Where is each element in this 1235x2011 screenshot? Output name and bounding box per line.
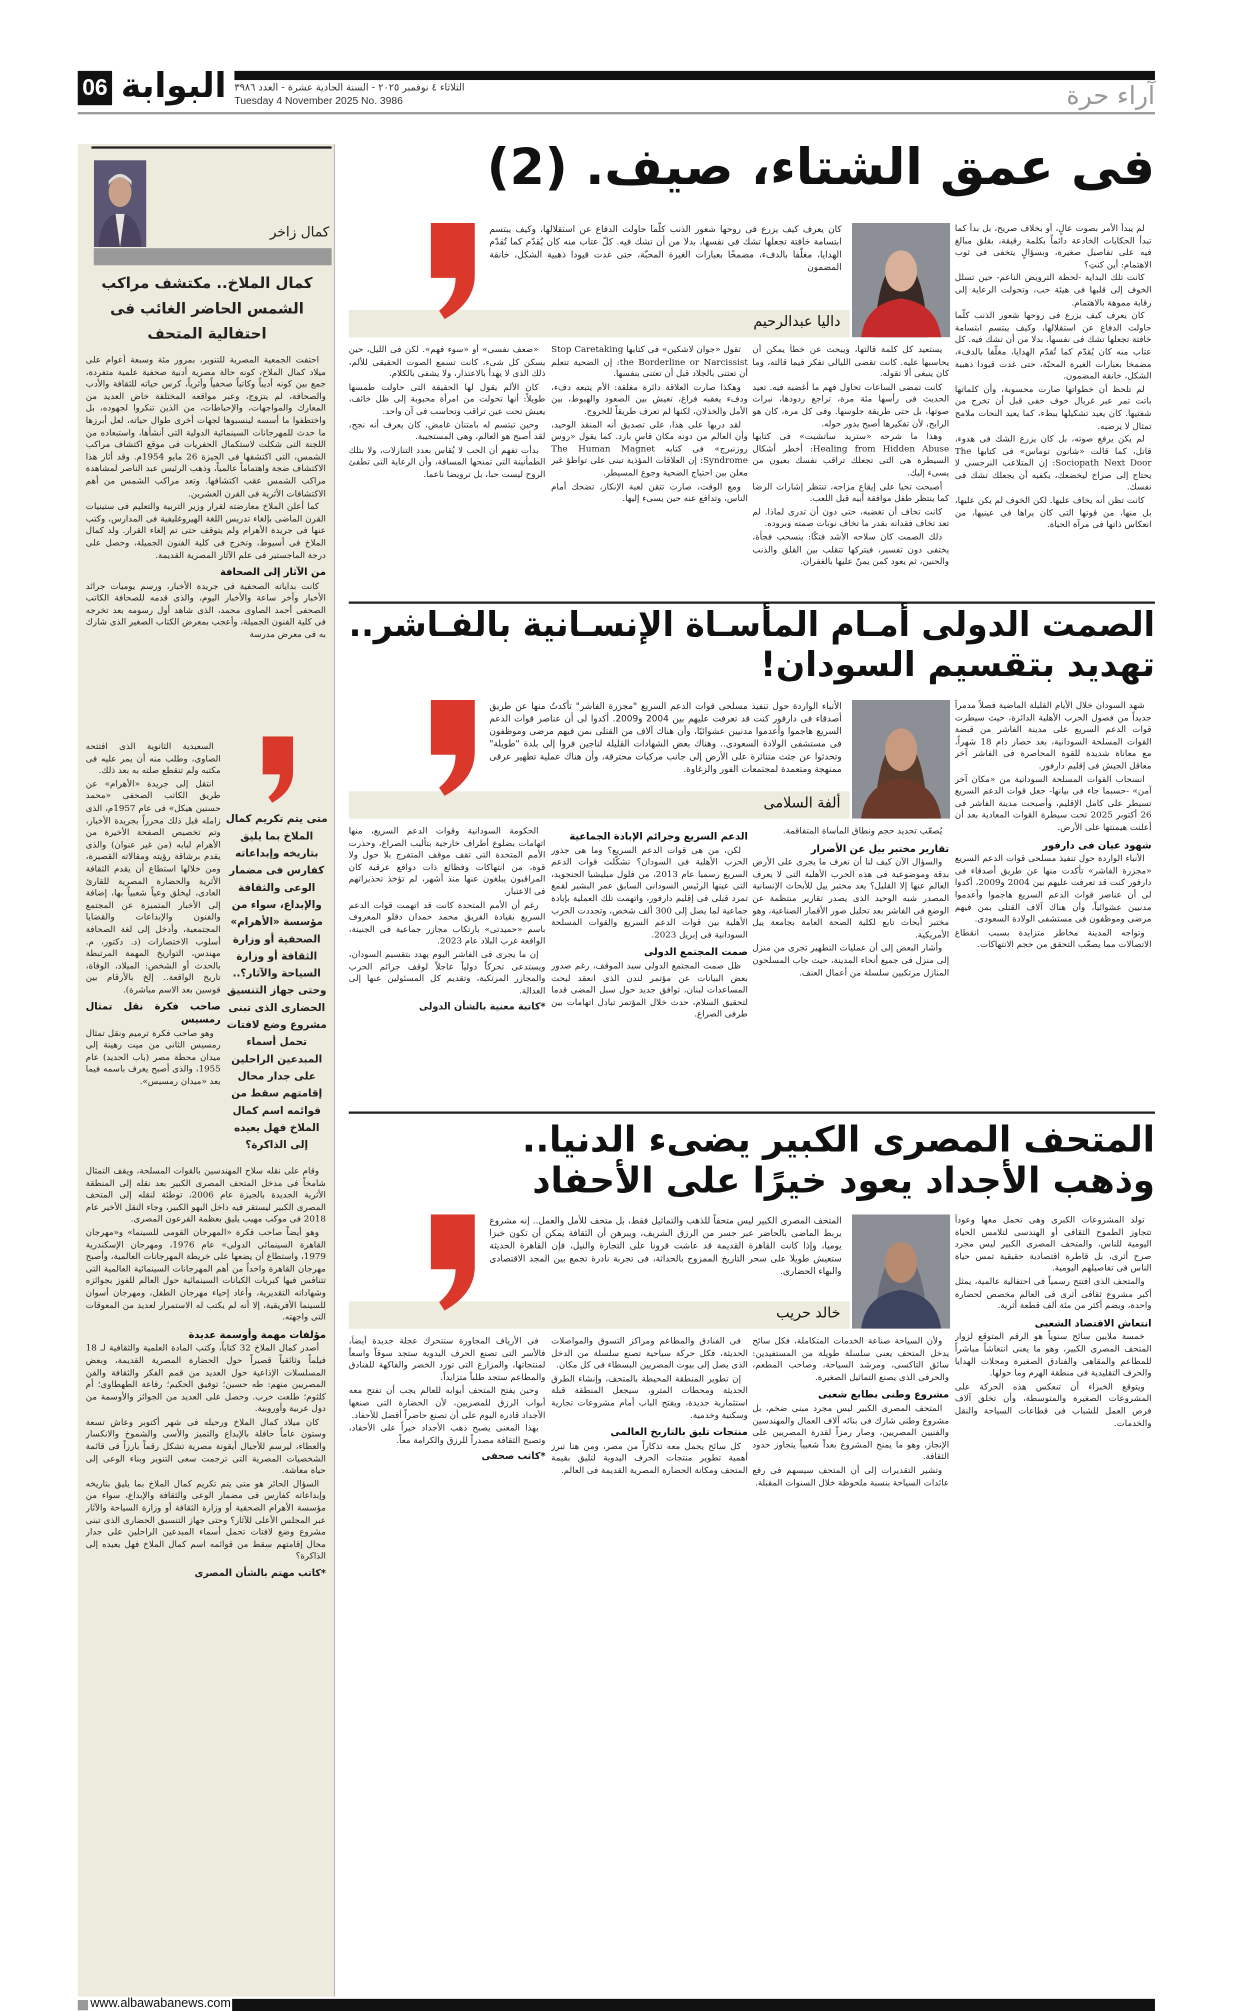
paragraph: شهد السودان خلال الأيام القليلة الماضية فصلاً مدمراً جديداً من فصول الحرب الأهلية الدائرة، حيث سيطرت قوات الدعم السريع على مدينة الفاشر من قبضة القوات المسلحة السودانية، بعد حصار دام 18 شهراً، مع معاناة شديدة للقوة المحاصرة فى الفاشر آخر معاقل الجيش فى إقليم دارفور. <box>954 699 1152 771</box>
headline-line: وذهب الأجداد يعود خيرًا على الأحفاد <box>532 1160 1155 1202</box>
sidebar-body-top <box>86 354 326 729</box>
paragraph: وحين يفتح المتحف أبوابه للعالم يجب أن تفتح معه أبواب الرزق للمصريين، لأن الحضارة التى صنعها الأجداد قادرة اليوم على أن تصنع حاضراً أفضل للأحفاد. <box>348 1385 546 1420</box>
author-signature: *كاتبة معنية بالشأن الدولى <box>419 1000 546 1013</box>
quote-mark-icon <box>425 1214 480 1310</box>
paragraph: إن ما يجرى فى الفاشر اليوم يهدد بتقسيم السودان، ويستدعى تحركاً دولياً عاجلاً لوقف جرائم الحرب والمجازر المرتكبة، وتقديم كل المسئولين عنها إلى العدالة. <box>348 949 546 996</box>
paragraph: كان يعرف كيف يزرع فى روحها شعور الذنب كلّما حاولت الدفاع عن استقلالها، وكيف يبتسم ابتسامة خافتة تجعلها تشك فى نفسها، بدلا من أن تشك فيه. كل عتاب منه كان يُقدّم كما تُقدّم الهدايا، مغلّفا بالدفء، مضمخا بعبارات الغيرة المحبّة، حتى غدت قيودا ذهبية الشكل، خانقة المضمون. <box>954 310 1152 381</box>
paragraph: والسؤال الآن كيف لنا أن نعرف ما يجرى على الأرض بدقة وموضوعية فى هذه الحرب الأهلية التى لا يعرف العالم عنها إلا القليل؟ يعد مختبر ييل للأبحاث الإنسانية المصدر شبه الوحيد الذى يصدر تقارير منتظمة عن الوضع فى الفاشر بعد تحليل صور الأقمار الصناعية، وهو مختبر أبحاث تابع لكلية الصحة العامة بجامعة ييل الأمريكية. <box>752 856 950 940</box>
paragraph: أصدر كمال الملاخ 32 كتاباً، وكتب المادة العلمية والثقافية لـ 18 فيلماً وثائقياً قصيراً حول الحضارة المصرية القديمة، وبعض المسلسلات الإذاعية حول العديد من قمم الفكر والثقافة والفن المصريين منهم: طه حسين؛ توفيق الحكيم؛ رفاعة الطهطاوى؛ أم كلثوم؛ طلعت حرب. وحصل على العديد من الجوائز والأوسمة من دول عربية وأوروبية. <box>85 1342 326 1414</box>
paragraph: رغم أن الأمم المتحدة كانت قد اتهمت قوات الدعم السريع بقيادة الفريق محمد حمدان دقلو المعروف باسم «حميدتى» بارتكاب مجازر جماعية فى الجنينة، الواقعة غرب البلاد عام 2023. <box>348 899 546 947</box>
article-divider <box>349 601 1155 603</box>
paragraph: المتحف المصرى الكبير ليس مجرد مبنى ضخم، بل مشروع وطنى شارك فى بنائه آلاف العمال والمهندسين والفنيين المصريين، وصار رمزاً لقدرة المصريين على الإنجاز، وهو ما يمنح المشروع بعداً شعبياً يتجاوز حدود الثقافة. <box>752 1403 950 1462</box>
article-2-headline <box>349 606 1155 685</box>
author-photo <box>852 223 950 337</box>
paragraph: والمتحف الذى افتتح رسمياً فى احتفالية عالمية، يمثل أكبر مشروع ثقافى أثرى فى العالم مخصص لحضارة واحدة، ويضم أكثر من مئة ألف قطعة أثرية. <box>954 1276 1152 1311</box>
quote-mark-icon <box>258 736 297 802</box>
article-column <box>349 1336 546 1990</box>
subheading: مؤلفات مهمة وأوسمة عديدة <box>188 1329 326 1342</box>
headline-line: فى عمق الشتاء، صيف. (2) <box>486 138 1155 197</box>
paragraph: لقد دربها على هذا، على تصديق أنه المنقذ الوحيد، وأن العالم من دونه مكان قاسٍ بارد. كما يقول «روس روزنبرج» فى كتابه The Human Magnet Syndrome: إن العلاقات المؤذية تبنى على تواطؤ غير معلن بين احتياج الضحية وجوع المسيطر. <box>551 419 748 478</box>
paragraph: كل سائح يحمل معه تذكاراً من مصر، ومن هنا تبرز أهمية تطوير منتجات الحرف اليدوية لتليق بقيمة المتحف ومكانة الحضارة المصرية القديمة فى العالم. <box>551 1440 748 1476</box>
subheading: انتعاش الاقتصاد الشعبى <box>1034 1318 1152 1330</box>
quote-mark-icon <box>425 700 480 796</box>
date-arabic: الثلاثاء ٤ نوفمبر ٢٠٢٥ - السنة الحادية عشرة - العدد ٣٩٨٦ <box>234 82 465 94</box>
paragraph: وهذا ما شرحه «ستريد ساتشيت» فى كتابها Healing from Hidden Abuse: أخطر أشكال السيطرة هى التى تجعلك تراقب نفسك بعيون من يسىء إليك. <box>752 431 950 478</box>
article-column <box>752 1336 949 1990</box>
article-column <box>955 223 1152 595</box>
paragraph: وهو صاحب فكرة ترميم ونقل تمثال رمسيس الثانى من ميت رهينة إلى ميدان محطة مصر (باب الحديد) عام 1955، والذى أصبح يعرف باسمه فيما بعد «ميدان رمسيس». <box>85 1027 221 1087</box>
subheading: صمت المجتمع الدولى <box>643 947 748 959</box>
paragraph: السعيدية الثانوية الذى افتتحه الصاوى، وطلب منه أن يمر عليه فى مكتبه ولم تنقطع صلته به بعد ذلك. <box>85 741 221 776</box>
date-english: Tuesday 4 November 2025 No. 3986 <box>234 94 403 107</box>
sidebar-gray-bar <box>94 248 332 265</box>
paragraph: «ضعف نفسى» أو «سوء فهم». لكن فى الليل، حين يسكن كل شىء، كانت تسمع الصوت الحقيقى للألم، ذلك الذى لا يهدأ بالاعتذار، ولا يشفى بالكلام. <box>348 344 546 379</box>
paragraph: ظل صمت المجتمع الدولى سيد الموقف، رغم صدور بعض البيانات عن مؤتمر لندن الذى انعقد لبحث المساعدات لبنان، توافق جديد حول سبل المضى قدما لتحقيق السلام، حدث خلال المؤتمر تبادل اتهامات بين طرفى الصراع. <box>551 960 748 1020</box>
author-photo <box>852 1214 950 1328</box>
author-photo <box>852 700 950 819</box>
article-column <box>349 826 546 1105</box>
paragraph: إن تطوير المنطقة المحيطة بالمتحف، وإنشاء الطرق الحديثة ومحطات المترو، سيجعل المنطقة قبلة استثمارية جديدة، ويفتح الباب أمام مشروعات تجارية وسكنية وخدمية. <box>551 1373 748 1420</box>
pull-quote-text: الأنباء الواردة حول تنفيذ مسلحى قوات الدعم السريع "مجزرة الفاشر" تأكدتُ منها عن طريق أصدقاء فى دارفور كنت قد تعرفت عليهم بين 2004 و2009. أكدوا لى أن عناصر قوات الدعم السريع هاجموا وأعدموا مدنيين عشوائيًا، وأن هناك آلاف من القتلى بمن فيهم مرضى وموظفون فى مستشفى الولادة السعودى.. وهناك بعض الشهادات القليلة لناجين فروا إلى بلدة "طويلة" وتحدثوا عن جثث متناثرة على الأرض إلى جانب مركبات محترقة، وأن هناك عملية تطهير عرقى ممنهجة ومتعمدة لمجتمعات الفور والزغاوة. <box>489 700 842 775</box>
paragraph: وهو أيضاً صاحب فكرة «المهرجان القومى للسينما» و«مهرجان القاهرة السينمائى الدولى» عام 1976، ومهرجان الإسكندرية 1979، واستطاع أن يضعها على خريطة المهرجانات العالمية، وأصبح مهرجان القاهرة واحداً من أهم المهرجانات السينمائية العالمية التى تتنافس فيها كبريات الكيانات السينمائية حول العالم للفوز بجوائزه وشهاداته التقديرية، وأعاد إحياء مهرجان الطفل، ومهرجان أسوان للسينما الأفريقية، إلا أنه لم يكتب له الاستمرار لعديد من المعوقات التى واجهته. <box>85 1226 326 1323</box>
paragraph: كان الألم يقول لها الحقيقة التى حاولت طمسها طويلاً: أنها تحولت من امرأة محبوبة إلى ظل خائف، يعيش تحت عين تراقب وتحاسب فى آن واحد. <box>348 381 546 417</box>
paragraph: تقول «جوان لاشكين» فى كتابها Stop Caretaking the Borderline or Narcissist: إن الضحية تتعلم أن تعتنى بالجلاد قبل أن تعتنى بنفسها. <box>551 344 748 379</box>
article-3-headline <box>349 1121 1155 1203</box>
sidebar-pull-quote <box>224 732 329 1155</box>
article-column <box>955 700 1152 1105</box>
article-column <box>551 826 748 1105</box>
paragraph: خمسة ملايين سائح سنوياً هو الرقم المتوقع لزوار المتحف المصرى الكبير، وهو ما يعنى انتعاشاً مباشراً للمطاعم والمقاهى والفنادق الصغيرة ومحلات الهدايا والحرف التقليدية فى منطقة الهرم وما حولها. <box>954 1331 1152 1379</box>
paragraph: ولأن السياحة صناعة الخدمات المتكاملة، فكل سائح يدخل المتحف يعنى سلسلة طويلة من المستفيدين: سائق التاكسى، ومرشد السياحة، وصاحب المطعم، والحرفى الذى يصنع التماثيل الصغيرة. <box>752 1335 950 1383</box>
headline-line: المتحف المصرى الكبير يضىء الدنيا.. <box>522 1119 1155 1161</box>
paragraph: فى الأرياف المجاورة ستتحرك عجلة جديدة أيضاً، فالأسر التى تصنع الحرف اليدوية ستجد سوقاً واسعاً لمنتجاتها، والمزارع التى تورد الخضر والفاكهة للفنادق والمطاعم ستجد طلباً متزايداً. <box>348 1335 546 1383</box>
subheading: الدعم السريع وجرائم الإبادة الجماعية <box>569 831 748 843</box>
newspaper-logo: البوابة <box>120 66 227 107</box>
paragraph: كان ميلاد كمال الملاخ ورحيله فى شهر أكتوبر وعاش تسعة وستون عاماً حافلة بالإبداع والتميز والأسى والشموخ والانكسار والعطاء، ليرسم للأجيال أيقونة مصرية تشكل رقماً بارزاً فى قائمة الشخصيات المصرية التى ترجمت سعى التنوير وبناء الوعى إلى حياة معاشة. <box>85 1416 326 1476</box>
subheading: شهود عيان فى دارفور <box>1042 839 1152 852</box>
article-column <box>551 344 748 594</box>
footer-square <box>78 2000 88 2010</box>
sidebar-body-bottom <box>86 1165 326 1987</box>
article-column <box>752 826 949 1105</box>
article-column <box>955 1214 1152 1989</box>
pull-quote-text: متى يتم تكريم كمال الملاخ بما يليق بتاريخه وإبداعاته كفارس فى مضمار الوعى والثقافة والإبداع، سواء من مؤسسة «الأهرام» الصحفية أو وزارة الثقافة أو وزارة السياحة والآثار؟.. وحتى جهاز التنسيق الحضارى الذى تبنى مشروع وضع لافتات تحمل أسماء المبدعين الراحلين على جدار محال إقامتهم سقط من قوائمه اسم كمال الملاخ فهل يعيده إلى الذاكرة؟ <box>225 814 328 1152</box>
paragraph: وتشير التقديرات إلى أن المتحف سيسهم فى رفع عائدات السياحة بنسبة ملحوظة خلال السنوات المقبلة. <box>752 1464 950 1488</box>
author-signature: *كاتب صحفى <box>481 1450 546 1462</box>
subheading: منتجات تليق بالتاريخ العالمى <box>610 1427 748 1439</box>
author-name: خالد حريب <box>776 1303 841 1321</box>
paragraph: كانت تظن أنه يخاف عليها. لكن الخوف لم يكن عليها، بل منها، من قوتها التى كان يراها فى عينيها، من انعكاس ذاتها فى مرآة الحياة. <box>954 495 1152 530</box>
header-bar <box>234 71 1155 80</box>
subheading: صاحب فكرة نقل تمثال رمسيس <box>85 1002 221 1026</box>
quote-mark-icon <box>425 223 480 319</box>
paragraph: كانت تخاف أن تغضبه، حتى دون أن تدرى لماذا. لم تعد تخاف فقدانه بقدر ما تخاف نوبات صمته وبروده. <box>752 506 950 529</box>
paragraph: السؤال الحائر هو متى يتم تكريم كمال الملاخ بما يليق بتاريخه وإبداعاته كفارس فى مضمار الوعى والثقافة والإبداع، سواء من مؤسسة الأهرام الصحفية أو وزارة الثقافة أو وزارة السياحة والآثار عبر المجلس الأعلى للآثار؟ وحتى جهاز التنسيق الحضارى الذى تبنى مشروع وضع لافتات تحمل أسماء المبدعين الراحلين على جدار محال إقامتهم سقط من قوائمه اسم كمال الملاخ فهل يعيده إلى الذاكرة؟ <box>85 1478 326 1562</box>
paragraph: انتقل إلى جريدة «الأهرام» عن طريق الكاتب الصحفى «محمد حسنين هيكل» فى عام 1957م، الذى زامله قبل ذلك محرراً بجريدة الأخبار، وتم تخصيص الصفحة الأخيرة من الأهرام لبابه (من غير عنوان) والذى يقدم برشاقة رؤيته ومقالاته القصيرة، ومن خلالها استطاع أن يقدم الثقافة الأثرية والحضارة المصرية للقارئ العادى، ليخلق وعياً شعبياً بها، إضافة إلى الأخبار المتميزة عن المجتمع والفنون والإبداعات والقضايا المجتمعية، وأدخل إلى لغة الصحافة أسلوب الاختصارات (د. دكتور، م. مهندس، التواريخ المهمة المرتبطة بالحدث أو الشخص: الميلاد، الوفاة، تاريخ الواقعة.. إلخ بالأرقام بين قوسين بعد الاسم مباشرة). <box>85 778 221 995</box>
byline-bar <box>349 791 850 818</box>
subheading: من الآثار إلى الصحافة <box>220 567 326 579</box>
article-column <box>752 344 949 594</box>
headline-line: الصمت الدولى أمـام المأسـاة الإنسـانية بالفـاشر.. <box>348 604 1155 645</box>
paragraph: بدأت تفهم أن الحب لا يُقاس بعدد التنازلات، ولا بتلك الطمأنينة التى تمنحها المسافة، وأن الرعاية التى تطفئ الروح ليست حبا، بل ترويضا ناعما. <box>348 444 546 480</box>
paragraph: وتواجه المدينة مخاطر متزايدة بسبب انقطاع الاتصالات مما يصعّب التحقق من حجم الانتهاكات. <box>954 927 1152 950</box>
sidebar-headline: كمال الملاخ.. مكتشف مراكب الشمس الحاضر الغائب فى احتفالية المتحف <box>101 275 313 344</box>
article-1-headline <box>349 140 1155 198</box>
author-photo <box>94 160 147 247</box>
article-divider <box>349 1112 1155 1114</box>
author-name: ألفة السلامى <box>763 793 841 811</box>
footer-bar <box>232 1999 1155 2011</box>
subheading: مشروع وطنى بطابع شعبى <box>817 1389 950 1402</box>
paragraph: انسحاب القوات المسلحة السودانية من «مكان آخر آمن» -حسبما جاء فى بيانها- جعل قوات الدعم السريع تسيطر على كامل الإقليم، وأصبحت مدينة الفاشر فى 26 أكتوبر 2025 تحت سيطرة القوات المعادية بعد أن أعلنت هيمنتها على الأرض. <box>954 773 1152 833</box>
header-divider <box>78 112 1155 114</box>
paragraph: احتفت الجمعية المصرية للتنوير، بمرور مئة وسبعة أعوام على ميلاد كمال الملاخ، كونه حالة مصرية أدبية صحفية علمية متفردة، جمع بين كونه أديباً وكاتباً صحفياً وأثرياً، كرس حياته للثقافة والأدب والصحافة، لم يتزوج، وعبر مواقعه المختلفة خاض العديد من المعارك والمواجهات، والإحباطات، من الذين تنكروا لجهوده، بل واختطفوا ما أسسه لينسبوها لجهات أخرى طوال حياته، لعل أبرزها ما حدث للمهرجانات السينمائية الدولية التى أنشأها، واستبعاده من اللجنة التى شكلت لاستكمال الحفريات فى موقع اكتشاف مراكب الشمس، التى اكتشفها فى الجيزة 26 مايو 1954م. وقد أثار هذا الاكتشاف ضجة واهتماماً عالمياً، وذهب الرئيس عبد الناصر لمشاهدة مراكب الشمس عقب اكتشافها. وتعد مراكب الشمس من أهم الاكتشافات الأثرية فى القرن العشرين. <box>85 354 326 499</box>
paragraph: وقام على نقله سلاح المهندسين بالقوات المسلحة، ويقف التمثال شامخاً فى مدخل المتحف المصرى الكبير بعد نقله إلى المنطقة الأثرية الجديدة بالجيزة عام 2006، توطئة لنقله إلى المتحف المصرى الكبير ليستقر فيه داخل البهو الكبير، وجاء النقل الأخير عام 2018 فى موكب مهيب يليق بعظمة الفرعون المصرى. <box>85 1165 326 1224</box>
paragraph: كما أعلن الملاخ معارضته لقرار وزير التربية والتعليم فى ستينيات القرن الماضى بإلغاء تدريس اللغة الهيروغليفية فى المدارس، وكتب عنها فى جريدة الأهرام ولم يتوقف حتى تم إلغاء القرار. ولد كمال الملاخ فى أسيوط، وتخرج فى كلية الفنون الجميلة، وحصل على درجة الماجستير فى علم الآثار المصرية القديمة. <box>85 501 326 560</box>
paragraph: كانت بداياته الصحفية فى جريدة الأخبار، ورسم يوميات جرائد الأخبار وأخر ساعة والأخبار اليوم، والذى قدمه للصحافة الكاتب الصحفى أحمد الصاوى محمد، الذى شاهد أول رسومه بعد تخرجه فى كلية الفنون الجميلة، وأعجب بمعرض الكتاب الصغير الذى شارك به فى معرض مدرسة <box>85 580 326 640</box>
pull-quote-text: كان يعرف كيف يزرع فى روحها شعور الذنب كلّما حاولت الدفاع عن استقلالها، وكيف يبتسم ابتسامة خافتة تجعلها تشك فى نفسها، بدلا من أن تشك فيه. كلّ عتاب منه كان يُقدّم كما تُقدّم الهدايا، مغلّفا بالدفء، مضمخًا بعبارات الغيرة المحبّة، حتى غدت قيودا ذهبية الشكل، خانقة المضمون <box>489 224 842 273</box>
sidebar-rule <box>91 146 331 148</box>
paragraph: لم يبدأ الأمر بصوت عالٍ، أو بخلاف صريح، بل بدأ كما تبدأ الحكايات الخادعة دائماً بكلمة رقيقة، بقلق مبالغ فيه على تفاصيل صغيرة، وبسؤالٍ يتخفى فى ثوب الاهتمام: أين كنتِ؟ <box>954 222 1152 270</box>
article-column <box>551 1336 748 1990</box>
paragraph: بهذا المعنى يصبح ذهب الأجداد خيراً على الأحفاد، وتصبح الثقافة مصدراً للرزق والكرامة معاً. <box>348 1422 546 1446</box>
paragraph: الحكومة السودانية وقوات الدعم السريع، منها اتهامات بضلوع أطراف خارجية بتأليب الصراع، وحذرت الأمم المتحدة التى تقف موقف المتفرج بلا حول ولا قوة، من انتهاكات وفظائع ذات دوافع عرقية كان المراقبون يبلغون عنها منذ أشهر، لم تؤخذ تحذيراتهم فى الاعتبار. <box>348 825 546 897</box>
section-title: آراء حرة <box>1066 82 1155 111</box>
article-column <box>349 344 546 594</box>
paragraph: فى الفنادق والمطاعم ومراكز التسوق والمواصلات الحديثة، فكل حركة سياحية تصنع سلسلة من الدخل الذى يصل إلى بيوت المصريين البسطاء فى كل مكان. <box>551 1335 748 1371</box>
byline-bar <box>349 1301 850 1328</box>
paragraph: وحين تبتسم له بامتنان غامض، كان يعرف أنه نجح، لقد أصبح هو العالم، وهى المستجيبة. <box>348 419 546 442</box>
paragraph: وأشار البعض إلى أن عمليات التطهير تجرى من منزل إلى منزل فى جميع أنحاء المدينة، حيث جاب المسلحون المنازل مرتكبين سلسلة من أعمال العنف. <box>752 942 950 978</box>
paragraph: تولد المشروعات الكبرى وهى تحمل معها وعوداً تتجاوز الطموح الثقافى أو الهندسى لتلامس الحياة اليومية للناس، والمتحف المصرى الكبير ليس مجرد صرح أثرى، بل قاطرة اقتصادية حقيقية تمس حياة الناس فى تفاصيلهم اليومية. <box>954 1214 1152 1274</box>
paragraph: لم تلحظ أن خطواتها صارت محسوبة، وأن كلماتها باتت تمر عبر غربال خوف خفى قبل أن تخرج من شفتيها. كان يعيد تشكيلها ببطء، كما يعيد النحات ملامح تمثال لا يرضيه. <box>954 383 1152 431</box>
sidebar-author: كمال زاخر <box>269 224 330 241</box>
paragraph: ومع الوقت، صارت تتقن لعبة الإنكار، تضحك أمام الناس، وتدافع عنه حين يسىء إليها. <box>551 480 748 504</box>
subheading: تقارير مختبر ييل عن الأضرار <box>810 843 950 855</box>
page-number: 06 <box>78 71 112 105</box>
author-signature: *كاتب مهتم بالشأن المصرى <box>194 1566 326 1579</box>
paragraph: ويتوقع الخبراء أن تنعكس هذه الحركة على المشروعات الصغيرة والمتوسطة، وأن تخلق آلاف فرص العمل للشباب فى قطاعات السياحة والنقل والخدمات. <box>954 1381 1152 1428</box>
paragraph: وهكذا صارت العلاقة دائرة مغلقة: الأم يتبعه دفء، ودفء يعقبه فراغ، تعيش بين الصعود والهبوط، بين الأمل والخذلان، لكنها لم تعرف طريقاً للخروج. <box>551 381 748 417</box>
paragraph: ذلك الصمت كان سلاحه الأشد فتكًا: ينسحب فجأة، يختفى دون تفسير، فيتركها تتقلب بين القلق والذنب والحنين، ثم يعود كمن يمنّ عليها بالغفران. <box>752 531 950 567</box>
paragraph: الأنباء الواردة حول تنفيذ مسلحى قوات الدعم السريع «مجزرة الفاشر» تأكدت منها عن طريق أصدقاء فى دارفور كنت قد تعرفت عليهم بين 2004 و2009، أكدوا لى أن عناصر قوات الدعم السريع هاجموا وأعدموا مدنيين عشوائياً، وأن هناك آلاف القتلى بمن فيهم مرضى وموظفون فى مستشفى الولادة السعودى. <box>954 853 1152 925</box>
pull-quote-text: المتحف المصرى الكبير ليس متحفاً للذهب والتماثيل فقط، بل متحف للأمل والعمل.. إنه مشروع يربط الماضى بالحاضر عبر جسر من الرزق الشريف، ويبرهن أن الثقافة يمكن أن تكون خبزا يوميا، وإذا كانت القاهرة القديمة قد عاشت قرونا على التجارة والنيل، فإن القاهرة الحديثة ستعيش طويلا على سحر التاريخ الممزوج بالحداثة، فى تجربة نادرة تجمع بين المجد الاقتصادى والبهاء الحضارى. <box>489 1215 842 1277</box>
paragraph: كانت تمضى الساعات تحاول فهم ما أغضبه فيه. تعيد الحديث فى رأسها مئة مرة، تراجع ردودها، نبرات صوتها، بل حتى طريقة جلوسها. وفى كل مرة، كان هو الرابح، لأن تفكيرها أصبح يدور حوله. <box>752 381 950 429</box>
paragraph: يُصعّب تحديد حجم ونطاق المأساة المتفاقمة. <box>782 825 943 836</box>
paragraph: يستعيد كل كلمة قالتها، ويبحث عن خطأ يمكن أن يحاسبها عليه. كانت تقضى الليالى تفكر فيما قالته، وما كان ينبغى ألا تقوله. <box>752 344 950 379</box>
paragraph: لم يكن يرفع صوته، بل كان يزرع الشك فى هدوء، قاتل، كما قالت «شانون توماس» فى كتابها The Sociopath Next Door: إن المتلاعب النرجسى لا يحتاج إلى صراخ ليخضعك، يكفيه أن يجعلك تشك فى نفسك. <box>954 433 1152 493</box>
paragraph: أصبحت تحيا على إيقاع مزاجه، تنتظر إشارات الرضا كما ينتظر طفل موافقة أبيه قبل اللعب. <box>752 480 950 504</box>
byline-bar <box>349 310 850 337</box>
footer-website-link[interactable]: www.albawabanews.com <box>90 1996 231 2011</box>
paragraph: لكن، من هى قوات الدعم السريع؟ وما هى جذور الحرب الأهلية فى السودان؟ تشكّلت قوات الدعم السريع رسميا عام 2013، من فلول ميليشيا الجنجويد، التى عينها الرئيس السودانى السابق عمر البشير لقمع تمرد قبلى فى إقليم دارفور، واتهمت تلك العملية بإبادة جماعية لما يصل إلى 300 ألف شخص، وتجددت الحرب الأهلية بين قوات الدعم السريع والقوات المسلحة السودانية فى إبريل 2023. <box>551 844 748 940</box>
paragraph: كانت تلك البداية -لحظة الترويض الناعم- حين تسلل الخوف إلى قلبها فى هيئة حب، وتحولت الرعاية إلى رقابة مموهة بالاهتمام. <box>954 272 1152 308</box>
sidebar-body-narrow <box>86 741 221 1158</box>
headline-line: تهديد بتقسيم السودان! <box>760 644 1155 685</box>
author-name: داليا عبدالرحيم <box>753 312 841 330</box>
